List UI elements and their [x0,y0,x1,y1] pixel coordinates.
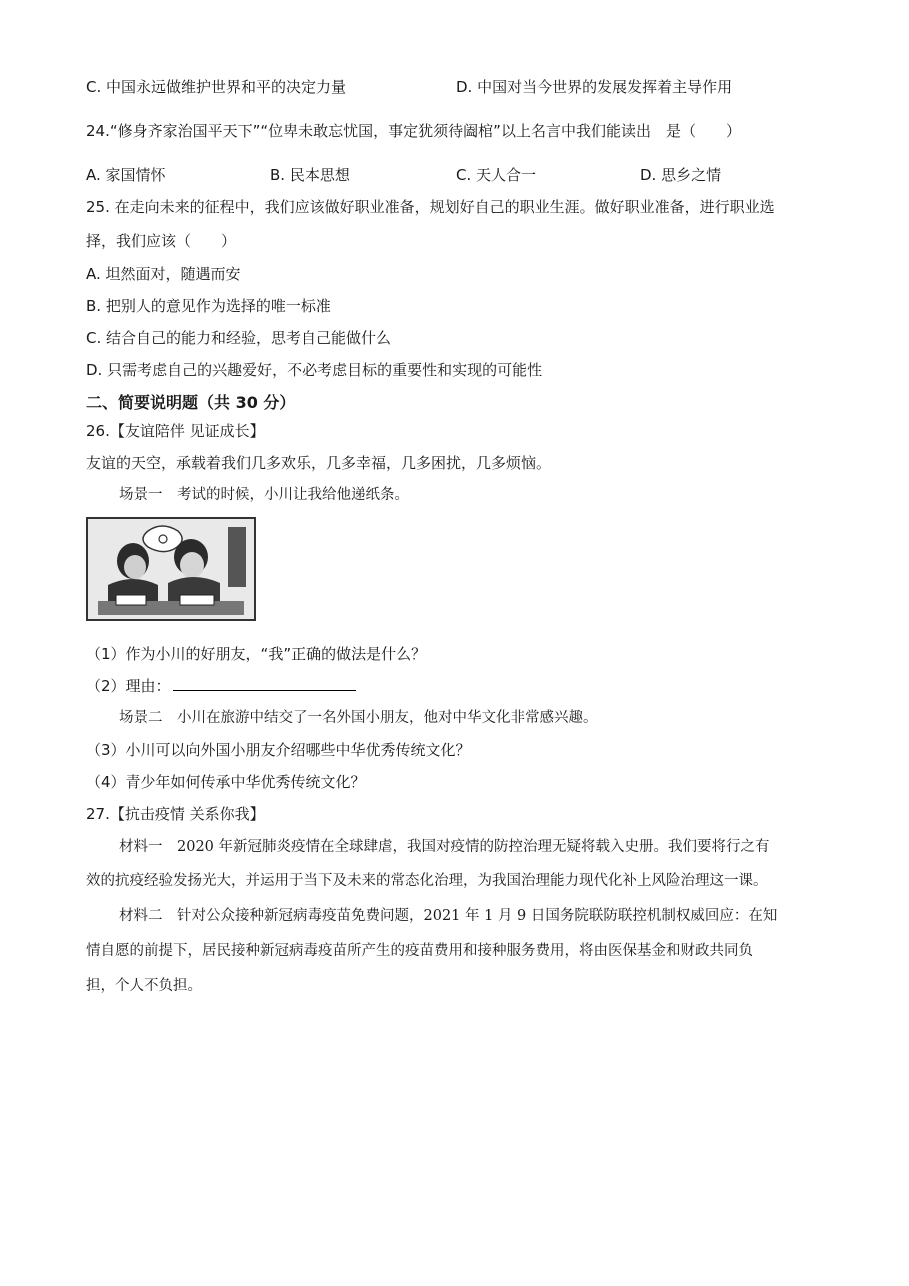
q26-intro: 友谊的天空，承载着我们几多欢乐，几多幸福，几多困扰，几多烦恼。 [86,454,552,472]
q27-material-2-line2: 情自愿的前提下，居民接种新冠病毒疫苗所产生的疫苗费用和接种服务费用，将由医保基金和财政共同负 [86,943,753,959]
q27-title: 27.【抗击疫情 关系你我】 [86,805,265,823]
q26-title: 26.【友谊陪伴 见证成长】 [86,422,265,440]
q23-option-c: C. 中国永远做维护世界和平的决定力量 [86,78,347,96]
q26-sub-question-1: （1）作为小川的好朋友，“我”正确的做法是什么？ [86,645,427,663]
q25-option-a: A. 坦然面对，随遇而安 [86,265,241,283]
q26-reason-label: （2）理由： [86,677,171,695]
q24-option-c: C. 天人合一 [456,166,537,184]
students-exam-drawing [88,519,254,619]
q25-option-d: D. 只需考虑自己的兴趣爱好，不必考虑目标的重要性和实现的可能性 [86,361,543,379]
q26-sub-question-3: （3）小川可以向外国小朋友介绍哪些中华优秀传统文化？ [86,741,471,759]
q25-option-c: C. 结合自己的能力和经验，思考自己能做什么 [86,329,392,347]
q26-scene-2: 场景二 小川在旅游中结交了一名外国小朋友，他对中华文化非常感兴趣。 [119,710,598,726]
q24-option-d: D. 思乡之情 [640,166,722,184]
q27-material-1-line1: 材料一 2020 年新冠肺炎疫情在全球肆虐，我国对疫情的防控治理无疑将载入史册。我们要将行之有 [119,839,770,855]
q24-option-b: B. 民本思想 [270,166,350,184]
section-2-heading: 二、简要说明题（共 30 分） [86,393,296,412]
q24-option-a: A. 家国情怀 [86,166,166,184]
q27-material-2-line1: 材料二 针对公众接种新冠病毒疫苗免费问题，2021 年 1 月 9 日国务院联防联控机制权威回应：在知 [119,908,778,924]
q27-material-2-line3: 担，个人不负担。 [86,978,202,994]
q27-material-1-line2: 效的抗疫经验发扬光大，并运用于当下及未来的常态化治理，为我国治理能力现代化补上风险治理这一课。 [86,873,768,889]
q23-option-d: D. 中国对当今世界的发展发挥着主导作用 [456,78,733,96]
answer-blank[interactable] [173,676,356,691]
q26-scene-1: 场景一 考试的时候，小川让我给他递纸条。 [119,487,409,503]
q26-sub-question-2 [86,675,356,697]
q24-stem: 24.“修身齐家治国平天下”“位卑未敢忘忧国，事定犹须待阖棺”以上名言中我们能读出 是（ ） [86,122,741,140]
exam-scene-illustration [86,517,256,621]
q25-stem-line1: 25. 在走向未来的征程中，我们应该做好职业准备，规划好自己的职业生涯。做好职业准备，进行职业选 [86,198,775,216]
q25-option-b: B. 把别人的意见作为选择的唯一标准 [86,297,331,315]
q26-sub-question-4: （4）青少年如何传承中华优秀传统文化？ [86,773,366,791]
q25-stem-line2: 择，我们应该（ ） [86,232,237,250]
